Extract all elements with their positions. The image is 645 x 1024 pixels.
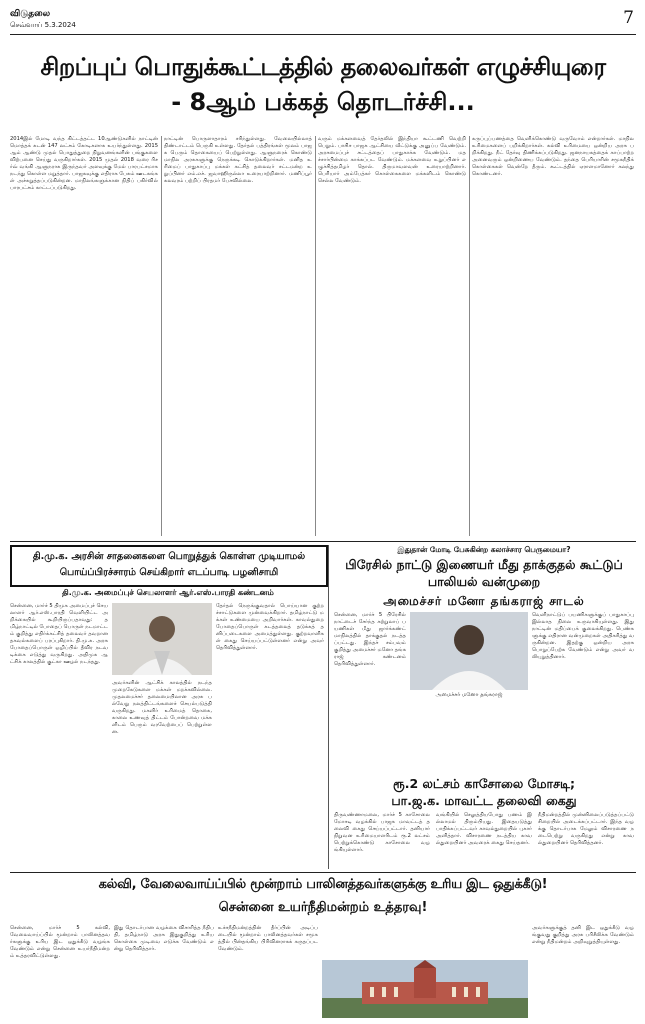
bottom-col-2: இது தொடர்பான வழக்கை விசாரித்த நீதிபதி, தமிழ்நாடு அரசு இதுகுறித்து உரிய கொள்கை முடிவை எடுக்க வேண்டும் என்று தெரிவித்தார். (114, 925, 214, 952)
rs-bharathi-photo (112, 603, 212, 675)
masthead-name: விடுதலை (10, 9, 51, 19)
column-rule (161, 136, 162, 536)
mano-thangaraj-photo (410, 612, 528, 690)
mid-left-col-1: சென்னை, மார்ச் 5 திமுக அமைப்புச் செயலாளர் ஆர்.எஸ்.பாரதி வெளியிட்ட அறிக்கையில் கூறியிருப்பதாவது: தமிழ்நாட்டில் போதைப் பொருள் நடமாட்டம் குறித்து எதிர்க்கட்சித் தலைவர் தவறான தகவல்களைப் பரப்புகிறார். தி.மு.க. அரசு போதைப்பொருள் ஒழிப்பில் தீவிர நடவடிக்கை எடுத்து வருகிறது. அதிமுக ஆட்சிக் காலத்தில் குட்கா ஊழல் நடந்தது. (10, 603, 108, 665)
top-col-4: கருப்புப்பணத்தை வெளிக்கொண்டு வருவோம் என்றார்கள். மாநில உரிமைகளைப் பறிக்கிறார்கள். கல்வி உரிமையை ஒன்றிய அரசு பறிக்கிறது. நீட் தேர்வு திணிக்கப்படுகிறது. ஜனநாயகத்தைக் காப்பாற்ற அனைவரும் ஒன்றிணைய வேண்டும். தந்தை பெரியாரின் சமூகநீதிக் கொள்கைகள் வென்றே தீரும். கூட்டத்தில் ஏராளமானோர் கலந்து கொண்டனர். (472, 136, 634, 177)
page-number: 7 (623, 8, 634, 28)
bottom-col-5: அவர்களுக்குத் தனி இட ஒதுக்கீடு வழங்குவது குறித்து அரசு பரிசீலிக்க வேண்டும் என்று நீதிமன்றம் அறிவுறுத்தியுள்ளது. (532, 925, 634, 945)
mid-right-col-1: சென்னை, மார்ச் 5 பிரேசில் நாட்டைச் சேர்ந்த சுற்றுலாப் பயணிகள் மீது ஜார்க்கண்ட் மாநிலத்தில் தாக்குதல் நடத்தப்பட்டது. இந்தச் சம்பவம் குறித்து அமைச்சர் மனோ தங்கராஜ் கண்டனம் தெரிவித்துள்ளார். (334, 612, 406, 667)
building-icon (322, 960, 528, 1018)
masthead-date: செவ்வாய் 5.3.2024 (10, 21, 76, 29)
bribe-headline-line2: பா.ஜ.க. மாவட்ட தலைவி கைது (391, 793, 577, 808)
top-headline (10, 50, 636, 128)
column-rule (469, 136, 470, 536)
bribe-col-3: நீதிமன்றத்தில் முன்னிலைப்படுத்தப்பட்டு சிறையில் அடைக்கப்பட்டார். இந்த வழக்கு தொடர்பாக மேலும் விசாரணை நடைபெற்று வருகிறது என்று காவல்துறையினர் தெரிவித்தனர். (538, 812, 634, 846)
bottom-col-3: உச்சநீதிமன்றத்தின் தீர்ப்பின் அடிப்படையில் மூன்றாம் பாலினத்தவர்கள் சமூகத்தில் பின்தங்கிய பிரிவினராகக் கருதப்பட வேண்டும். (218, 925, 318, 952)
section-divider (10, 872, 636, 873)
mid-right-headline: பிரேசில் நாட்டு இணையர் மீது தாக்குதல் கூட்டுப் பாலியல் வன்முறை (345, 557, 623, 589)
top-headline-line2: - 8ஆம் பக்கத் தொடர்ச்சி... (171, 88, 475, 116)
top-col-1: 2014இல் மோடி வந்த கிட்டத்தட்ட 10ஆண்டுகளில் நாட்டின் மொத்தக் கடன் 147 லட்சம் கோடிகளாக உயர்ந்துள்ளது. 2015ஆம் ஆண்டு முதல் பொதுத்துறை நிறுவனங்களின் பங்குகளை விற்பனை செய்து வருகிறார்கள். 2015 முதல் 2018 வரை ரிசர்வ் வங்கி ஆளுநராக இருந்தவர் அளவுக்கு மேல் பாரபட்சமாக நடந்து கொள்ள மறுத்தார். பாஜகவுக்கு எதிராக பேசும் ஊடகங்கள் அச்சுறுத்தப்படுகின்றன. மாநிலங்களுக்கான நிதிப் பகிர்வில் பாரபட்சம் காட்டப்படுகிறது. (10, 136, 158, 191)
bottom-col-1: சென்னை, மார்ச் 5 கல்வி, வேலைவாய்ப்பில் மூன்றாம் பாலினத்தவர்களுக்கு உரிய இட ஒதுக்கீடு வழங்க வேண்டும் என்று சென்னை உயர்நீதிமன்றம் உத்தரவிட்டுள்ளது. (10, 925, 110, 959)
column-rule (328, 545, 329, 869)
bribe-col-2: வங்கியில் செலுத்தியபோது பணம் இல்லாமல் திரும்பியது. இதையடுத்து பாதிக்கப்பட்டவர் காவல்துறையில் புகார் அளித்தார். விசாரணை நடத்திய காவல்துறையினர் அவரைக் கைது செய்தனர். (436, 812, 532, 846)
portrait-icon (410, 612, 528, 690)
top-col-2: நாட்டின் பொருளாதாரம் சரிந்துள்ளது. வேலையில்லாத் திண்டாட்டம் பெருகி உள்ளது. தேர்தல் பத்திரங்கள் மூலம் பாஜக பெரும் தொகையைப் பெற்றுள்ளது. ஆளுநரைக் கொண்டு மாநில அரசுகளுக்கு நெருக்கடி கொடுக்கிறார்கள். மனித உரிமைப் பாதுகாப்பு மக்கள் கட்சித் தலைவர் சட்டமன்ற உறுப்பினர் எம்.எச். ஜவாஹிருல்லா உரையாற்றினார். மணிப்பூர் கலவரம் பற்றிப் பிரதமர் பேசவில்லை. (164, 136, 312, 184)
bribe-headline (334, 775, 634, 809)
masthead (10, 8, 636, 36)
mid-left-col-3: தேர்தல் நெருங்குவதால் பொய்யான குற்றச்சாட்டுகளை முன்வைக்கிறார். தமிழ்நாட்டு மக்கள் உண்மையை அறிவார்கள். காவல்துறை போதைப்பொருள் கடத்தலைத் தடுக்கத் தனிப்படைகளை அமைத்துள்ளது. குற்றவாளிகள் கைது செய்யப்பட்டுள்ளனர் என்று அவர் தெரிவித்துள்ளார். (216, 603, 324, 651)
mid-left-subhead: தி.மு.க. அமைப்புச் செயலாளர் ஆர்.எஸ்.பாரதி கண்டனம் (62, 588, 274, 597)
top-col-3: வரும் மக்களவைத் தேர்தலில் இந்தியா கூட்டணி வெற்றி பெறும். பாசிச பாஜக ஆட்சியை வீட்டுக்கு அனுப்ப வேண்டும். அரசமைப்புச் சட்டத்தைப் பாதுகாக்க வேண்டும். மதச்சார்பின்மை காக்கப்பட வேண்டும். மக்களவை உறுப்பினர் எழுச்சித்தமிழர் தொல். திருமாவளவன் உரையாற்றினார். பெரியார் அம்பேத்கர் கொள்கைகளை மக்களிடம் கொண்டு செல்ல வேண்டும். (318, 136, 466, 184)
bottom-subhead: சென்னை உயர்நீதிமன்றம் உத்தரவு! (218, 900, 428, 915)
mid-left-headline: தி.மு.க. அரசின் சாதனைகளை பொறுத்துக் கொள்ள முடியாமல் பொய்ப்பிரச்சாரம் செய்கிறார் எடப்பாடி பழனிசாமி (32, 551, 306, 578)
mid-right-col-2: வெளிநாட்டுப் பயணிகளுக்குப் பாதுகாப்பு இல்லாத நிலை உருவாகியுள்ளது. இது நாட்டின் மதிப்பைக் குலைக்கிறது. பெண்களுக்கு எதிரான வன்முறைகள் அதிகரித்து வருகின்றன. இதற்கு ஒன்றிய அரசு பொறுப்பேற்க வேண்டும் என்று அவர் வலியுறுத்தினார். (532, 612, 634, 660)
masthead-divider (10, 34, 636, 35)
mid-right-subhead: அமைச்சர் மனோ தங்கராஜ் சாடல் (383, 594, 585, 608)
bribe-col-1: திருவண்ணாமலை, மார்ச் 5 காசோலை மோசடி வழக்கில் பாஜக மாவட்டத் தலைவி கைது செய்யப்பட்டார். தனியார் நிறுவன உரிமையாளரிடம் ரூ.2 லட்சம் பெற்றுக்கொண்டு காசோலை வழங்கியுள்ளார். (334, 812, 430, 853)
mano-thangaraj-caption: அமைச்சர் மனோ தங்கராஜ் (435, 692, 503, 698)
portrait-icon (112, 603, 212, 675)
column-rule (315, 136, 316, 536)
mid-right-kicker: இதுதான் மோடி பேசுகின்ற கலாச்சார பெருமையா? (397, 545, 571, 554)
mid-left-headline-box (10, 545, 328, 587)
high-court-photo (322, 960, 528, 1018)
mid-left-col-2: அவர்களின் ஆட்சிக் காலத்தில் நடந்த முறைகேடுகளை மக்கள் மறக்கவில்லை. முதலமைச்சர் தலைமையிலான அரசு பல்வேறு நலத்திட்டங்களைச் செயல்படுத்தி வருகிறது. மகளிர் உரிமைத் தொகை, காலை உணவுத் திட்டம் போன்றவை மக்களிடம் பெரும் வரவேற்பைப் பெற்றுள்ளன. (112, 680, 212, 735)
bottom-headline: கல்வி, வேலைவாய்ப்பில் மூன்றாம் பாலினத்தவர்களுக்கு உரிய இட ஒதுக்கீடு! (98, 877, 548, 892)
top-headline-line1: சிறப்புப் பொதுக்கூட்டத்தில் தலைவர்கள் எழுச்சியுரை (40, 53, 606, 81)
section-divider (10, 541, 636, 542)
bribe-headline-line1: ரூ.2 லட்சம் காசோலை மோசடி; (393, 776, 575, 791)
